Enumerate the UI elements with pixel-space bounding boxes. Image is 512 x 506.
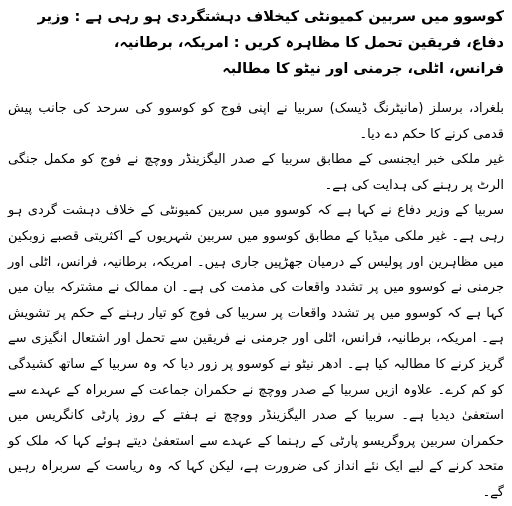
article-paragraph-2: غیر ملکی خبر ایجنسی کے مطابق سربیا کے صدر الیگزینڈر ووچچ نے فوج کو مکمل جنگی الرٹ پر رہنے کی ہدایت کی ہے۔ [8, 152, 504, 193]
headline-line-1: کوسوو میں سربین کمیونٹی کیخلاف دہشتگردی ہو رہی ہے : وزیر دفاع، فریقین تحمل کا مظاہرہ کریں : امریکہ، برطانیہ، [37, 9, 504, 51]
headline-line-2: فرانس، اٹلی، جرمنی اور نیٹو کا مطالبہ [222, 61, 504, 77]
headline [8, 4, 504, 82]
article-paragraph-3: سربیا کے وزیر دفاع نے کہا ہے کہ کوسوو میں سربین کمیونٹی کے خلاف دہشت گردی ہو رہی ہے۔ غیر ملکی میڈیا کے مطابق کوسوو میں سربین شہریوں کے اکثریتی قصبے زوبکین میں مظاہرین اور پولیس کے درمیان جھڑپیں جاری ہیں۔ امریکہ، برطانیہ، فرانس، اٹلی اور جرمنی نے کوسوو میں پر تشدد واقعات کی مذمت کی ہے۔ ان ممالک نے مشترکہ بیان میں کہا ہے کہ کوسوو میں پر تشدد واقعات پر سربیا کی فوج کو تیار رہنے کے حکم پر تشویش ہے۔ امریکہ، برطانیہ، فرانس، اٹلی اور جرمنی نے فریقین سے تحمل اور اشتعال انگیزی سے گریز کرنے کا مطالبہ کیا ہے۔ ادھر نیٹو نے کوسوو پر زور دیا کہ وہ سربیا کے ساتھ کشیدگی کو کم کرے۔ علاوہ ازیں سربیا کے صدر ووچچ نے حکمران جماعت کے سربراہ کے عہدے سے استعفیٰ دیدیا ہے۔ سربیا کے صدر الیگزینڈر ووچچ نے ہفتے کے روز پارٹی کانگریس میں حکمران سربین پروگریسو پارٹی کے رہنما کے عہدے سے استعفیٰ دیتے ہوئے کہا کہ ملک کو متحد کرنے کے لیے ایک نئے انداز کی ضرورت ہے، لیکن کہا کہ وہ ریاست کے سربراہ رہیں گے۔ [8, 203, 504, 500]
article-body [8, 96, 504, 506]
article-paragraph-1: بلغراد، برسلز (مانیٹرنگ ڈیسک) سربیا نے اپنی فوج کو کوسوو کی سرحد کی جانب پیش قدمی کرنے کا حکم دے دیا۔ [8, 101, 504, 142]
